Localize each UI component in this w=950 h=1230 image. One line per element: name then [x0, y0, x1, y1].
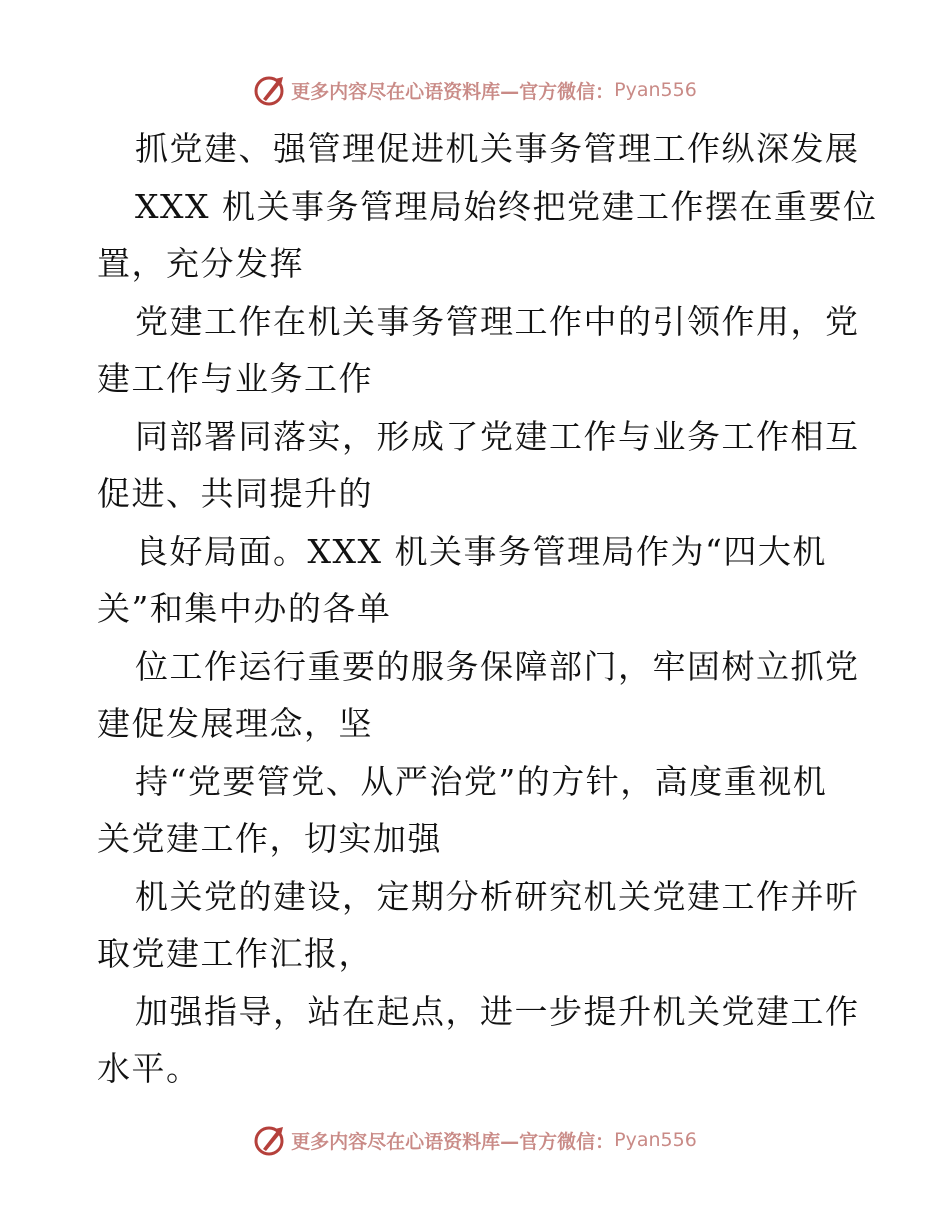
paragraph-line: 建工作与业务工作	[97, 359, 373, 398]
paragraph-line: 建促发展理念，坚	[97, 704, 373, 743]
header-banner-text: 更多内容尽在心语资料库—官方微信：	[291, 80, 615, 103]
document-body	[97, 120, 878, 1098]
footer-banner-account: Pyan556	[614, 1129, 697, 1151]
footer-banner	[0, 1120, 950, 1160]
footer-banner-text: 更多内容尽在心语资料库—官方微信：	[291, 1130, 615, 1153]
paragraph-line: 位工作运行重要的服务保障部门，牢固树立抓党	[135, 646, 860, 686]
paragraph-line: 良好局面。XXX 机关事务管理局作为“四大机	[135, 531, 827, 571]
paragraph-line: 加强指导，站在起点，进一步提升机关党建工作	[135, 991, 860, 1031]
paragraph-line: XXX 机关事务管理局始终把党建工作摆在重要位	[135, 186, 878, 226]
paragraph-line: 取党建工作汇报，	[97, 934, 373, 973]
paragraph-line: 持“党要管党、从严治党”的方针，高度重视机	[135, 761, 828, 801]
header-banner-account: Pyan556	[614, 79, 697, 101]
paragraph-line: 关党建工作，切实加强	[97, 819, 442, 858]
quill-logo-icon	[253, 73, 287, 107]
document-title: 抓党建、强管理促进机关事务管理工作纵深发展	[135, 129, 860, 168]
paragraph-line: 水平。	[97, 1049, 201, 1088]
paragraph-line: 促进、共同提升的	[97, 474, 373, 513]
paragraph-line: 置，充分发挥	[97, 244, 304, 283]
paragraph-line: 同部署同落实，形成了党建工作与业务工作相互	[135, 416, 860, 456]
quill-logo-icon	[253, 1123, 287, 1157]
paragraph-line: 机关党的建设，定期分析研究机关党建工作并听	[135, 876, 860, 916]
paragraph-line: 党建工作在机关事务管理工作中的引领作用，党	[135, 301, 860, 341]
paragraph-line: 关”和集中办的各单	[97, 589, 392, 628]
header-banner	[0, 70, 950, 110]
